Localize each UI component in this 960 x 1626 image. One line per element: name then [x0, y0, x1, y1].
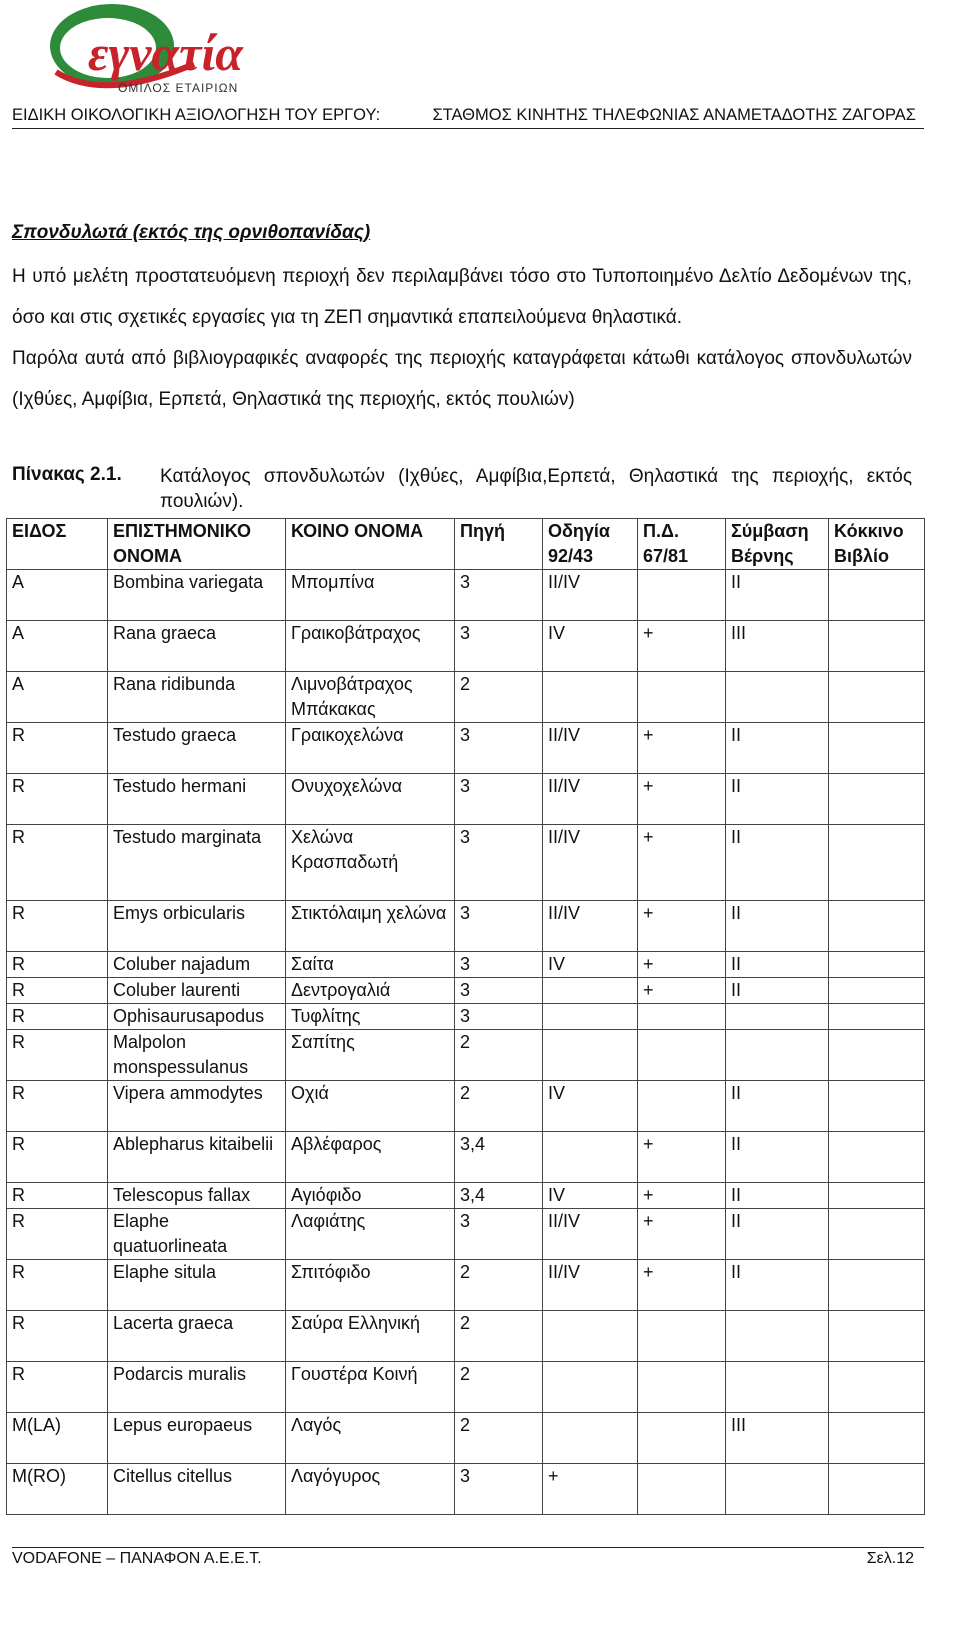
table-cell: Telescopus fallax [108, 1183, 286, 1209]
table-cell: II [726, 570, 829, 621]
table-cell: Lepus europaeus [108, 1413, 286, 1464]
table-cell [543, 1030, 638, 1081]
svg-text:ΟΜΙΛΟΣ ΕΤΑΙΡΙΩΝ: ΟΜΙΛΟΣ ΕΤΑΙΡΙΩΝ [118, 81, 239, 95]
table-cell: A [7, 621, 108, 672]
table-cell: Αγιόφιδο [286, 1183, 455, 1209]
table-cell: Αβλέφαρος [286, 1132, 455, 1183]
table-cell [829, 723, 925, 774]
table-row [7, 621, 925, 672]
table-cell [638, 1362, 726, 1413]
table-cell: Οχιά [286, 1081, 455, 1132]
table-cell: R [7, 1311, 108, 1362]
table-cell [638, 1030, 726, 1081]
table-row [7, 774, 925, 825]
table-cell [543, 672, 638, 723]
table-cell: Ablepharus kitaibelii [108, 1132, 286, 1183]
page-footer [12, 1547, 924, 1570]
table-cell: + [638, 621, 726, 672]
table-cell: Vipera ammodytes [108, 1081, 286, 1132]
table-cell: Στικτόλαιμη χελώνα [286, 901, 455, 952]
table-cell [726, 672, 829, 723]
table-cell: II [726, 1209, 829, 1260]
table-cell: IV [543, 952, 638, 978]
table-header-row [7, 519, 925, 570]
table-cell: Γραικοβάτραχος [286, 621, 455, 672]
table-cell: Malpolon monspessulanus [108, 1030, 286, 1081]
table-cell: 3 [455, 1464, 543, 1515]
table-cell: Bombina variegata [108, 570, 286, 621]
table-cell: Ophisaurusapodus [108, 1004, 286, 1030]
table-cell: + [638, 774, 726, 825]
table-cell: 3 [455, 978, 543, 1004]
table-cell: Rana graeca [108, 621, 286, 672]
table-cell: Σαύρα Ελληνική [286, 1311, 455, 1362]
table-cell: 3 [455, 621, 543, 672]
table-cell [829, 978, 925, 1004]
table-cell [638, 672, 726, 723]
table-cell: 2 [455, 1030, 543, 1081]
table-cell: 2 [455, 1311, 543, 1362]
table-cell: M(LA) [7, 1413, 108, 1464]
table-cell: Σπιτόφιδο [286, 1260, 455, 1311]
table-cell: II [726, 1183, 829, 1209]
table-cell: II [726, 723, 829, 774]
table-cell: Λαγόγυρος [286, 1464, 455, 1515]
table-cell [829, 570, 925, 621]
header-left: ΕΙΔΙΚΗ ΟΙΚΟΛΟΓΙΚΗ ΑΞΙΟΛΟΓΗΣΗ ΤΟΥ ΕΡΓΟΥ: [12, 106, 381, 124]
table-cell: 3,4 [455, 1132, 543, 1183]
table-cell: R [7, 1209, 108, 1260]
table-cell [638, 570, 726, 621]
footer-left: VODAFONE – ΠΑΝΑΦΟΝ Α.Ε.Ε.Τ. [12, 1550, 262, 1567]
table-cell: R [7, 774, 108, 825]
table-cell: R [7, 723, 108, 774]
table-cell [829, 1030, 925, 1081]
table-cell: II/IV [543, 825, 638, 901]
table-cell: 3 [455, 723, 543, 774]
table-cell: R [7, 1132, 108, 1183]
col-header: ΚΟΙΝΟ ΟΝΟΜΑ [286, 519, 455, 570]
table-cell: + [638, 901, 726, 952]
table-cell: R [7, 1183, 108, 1209]
table-cell: Testudo hermani [108, 774, 286, 825]
table-cell: R [7, 1081, 108, 1132]
table-row [7, 952, 925, 978]
table-cell: R [7, 901, 108, 952]
table-row [7, 570, 925, 621]
table-cell [829, 952, 925, 978]
table-cell [829, 1362, 925, 1413]
col-header: Κόκκινο Βιβλίο [829, 519, 925, 570]
table-cell: 2 [455, 1260, 543, 1311]
table-row [7, 1183, 925, 1209]
page-number: Σελ.12 [866, 1550, 914, 1567]
table-cell: 3 [455, 825, 543, 901]
table-cell [726, 1004, 829, 1030]
table-cell [829, 1464, 925, 1515]
table-cell: Γραικοχελώνα [286, 723, 455, 774]
table-cell [829, 1183, 925, 1209]
table-cell [638, 1004, 726, 1030]
table-cell [829, 621, 925, 672]
table-cell [726, 1030, 829, 1081]
table-cell [726, 1311, 829, 1362]
table-cell: 2 [455, 1081, 543, 1132]
table-cell: 3 [455, 901, 543, 952]
table-cell: + [638, 1260, 726, 1311]
table-cell: 3 [455, 774, 543, 825]
table-cell [829, 774, 925, 825]
table-row [7, 1413, 925, 1464]
table-cell: R [7, 1004, 108, 1030]
table-row [7, 672, 925, 723]
table-cell: R [7, 1260, 108, 1311]
table-cell: 2 [455, 672, 543, 723]
table-cell: Lacerta graeca [108, 1311, 286, 1362]
table-cell: II [726, 1132, 829, 1183]
table-cell [543, 1132, 638, 1183]
table-cell: Χελώνα Κρασπαδωτή [286, 825, 455, 901]
table-cell: + [638, 1209, 726, 1260]
table-cell: + [638, 1183, 726, 1209]
table-cell [638, 1081, 726, 1132]
table-cell [829, 1132, 925, 1183]
species-table [6, 518, 925, 1515]
table-cell: Elaphe quatuorlineata [108, 1209, 286, 1260]
table-cell: Podarcis muralis [108, 1362, 286, 1413]
table-cell: + [638, 723, 726, 774]
svg-text:εγνατία: εγνατία [88, 25, 243, 81]
col-header: Πηγή [455, 519, 543, 570]
table-row [7, 1209, 925, 1260]
table-cell: II [726, 952, 829, 978]
table-cell [638, 1413, 726, 1464]
table-cell: II [726, 825, 829, 901]
table-cell: II/IV [543, 1209, 638, 1260]
col-header: Οδηγία 92/43 [543, 519, 638, 570]
table-cell [726, 1464, 829, 1515]
table-caption-label: Πίνακας 2.1. [12, 464, 122, 485]
table-cell: Testudo graeca [108, 723, 286, 774]
table-cell: III [726, 621, 829, 672]
table-cell: Λαγός [286, 1413, 455, 1464]
table-cell: Λιμνοβάτραχος Μπάκακας [286, 672, 455, 723]
table-cell: + [543, 1464, 638, 1515]
table-cell [829, 1311, 925, 1362]
table-cell [543, 1362, 638, 1413]
table-row [7, 1030, 925, 1081]
table-cell: IV [543, 1081, 638, 1132]
body-paragraph [12, 256, 912, 420]
table-cell [638, 1464, 726, 1515]
table-cell [543, 978, 638, 1004]
table-cell [543, 1004, 638, 1030]
col-header: ΕΠΙΣΤΗΜΟΝΙΚΟ ΟΝΟΜΑ [108, 519, 286, 570]
table-cell: Σαπίτης [286, 1030, 455, 1081]
table-cell: II [726, 1260, 829, 1311]
table-cell: Γουστέρα Κοινή [286, 1362, 455, 1413]
table-cell [829, 825, 925, 901]
table-cell: Μπομπίνα [286, 570, 455, 621]
table-row [7, 1464, 925, 1515]
table-cell [829, 1260, 925, 1311]
table-cell: Coluber najadum [108, 952, 286, 978]
table-body [7, 570, 925, 1515]
table-cell: Ονυχοχελώνα [286, 774, 455, 825]
table-cell: Δεντρογαλιά [286, 978, 455, 1004]
table-cell: 3 [455, 1004, 543, 1030]
table-cell: 3,4 [455, 1183, 543, 1209]
table-cell: M(RO) [7, 1464, 108, 1515]
table-cell: Σαίτα [286, 952, 455, 978]
paragraph-1: Η υπό μελέτη προστατευόμενη περιοχή δεν περιλαμβάνει τόσο στο Τυποποιημένο Δελτίο Δεδομένων της, όσο και στις σχετικές εργασίες για τη ΖΕΠ σημαντικά επαπειλούμενα θηλαστικά. [12, 266, 912, 328]
table-cell: + [638, 825, 726, 901]
table-cell [829, 672, 925, 723]
table-cell: R [7, 825, 108, 901]
table-cell: 3 [455, 952, 543, 978]
table-cell: + [638, 952, 726, 978]
table-cell: III [726, 1413, 829, 1464]
table-cell: II/IV [543, 1260, 638, 1311]
table-cell: IV [543, 1183, 638, 1209]
table-row [7, 901, 925, 952]
table-cell [829, 1004, 925, 1030]
table-cell: Τυφλίτης [286, 1004, 455, 1030]
table-cell [829, 901, 925, 952]
table-row [7, 1311, 925, 1362]
table-cell: II/IV [543, 723, 638, 774]
table-cell: R [7, 1362, 108, 1413]
table-cell: II/IV [543, 774, 638, 825]
col-header: ΕΙΔΟΣ [7, 519, 108, 570]
table-cell [638, 1311, 726, 1362]
table-cell: Elaphe situla [108, 1260, 286, 1311]
table-cell: 2 [455, 1362, 543, 1413]
table-cell: II/IV [543, 901, 638, 952]
table-cell: Emys orbicularis [108, 901, 286, 952]
table-cell: II [726, 1081, 829, 1132]
table-cell: Coluber laurenti [108, 978, 286, 1004]
table-row [7, 1260, 925, 1311]
table-cell: II [726, 774, 829, 825]
table-cell: Rana ridibunda [108, 672, 286, 723]
table-cell [829, 1209, 925, 1260]
table-row [7, 1004, 925, 1030]
table-cell: 2 [455, 1413, 543, 1464]
table-cell: Λαφιάτης [286, 1209, 455, 1260]
table-row [7, 1362, 925, 1413]
table-row [7, 1081, 925, 1132]
table-row [7, 723, 925, 774]
table-cell: II [726, 978, 829, 1004]
section-title: Σπονδυλωτά (εκτός της ορνιθοπανίδας) [12, 222, 371, 243]
table-cell [543, 1311, 638, 1362]
table-row [7, 1132, 925, 1183]
paragraph-2: Παρόλα αυτά από βιβλιογραφικές αναφορές της περιοχής καταγράφεται κάτωθι κατάλογος σπονδυλωτών (Ιχθύες, Αμφίβια, Ερπετά, Θηλαστικά της περιοχής, εκτός πουλιών) [12, 348, 912, 410]
table-cell: A [7, 570, 108, 621]
table-caption-text: Κατάλογος σπονδυλωτών (Ιχθύες, Αμφίβια,Ερπετά, Θηλαστικά της περιοχής, εκτός πουλιών). [160, 466, 912, 512]
table-row [7, 978, 925, 1004]
table-cell: + [638, 978, 726, 1004]
table-cell: Testudo marginata [108, 825, 286, 901]
table-cell [829, 1081, 925, 1132]
table-cell [543, 1413, 638, 1464]
table-cell: R [7, 1030, 108, 1081]
table-cell [726, 1362, 829, 1413]
header-right: ΣΤΑΘΜΟΣ ΚΙΝΗΤΗΣ ΤΗΛΕΦΩΝΙΑΣ ΑΝΑΜΕΤΑΔΟΤΗΣ ΖΑΓΟΡΑΣ [432, 106, 916, 124]
table-row [7, 825, 925, 901]
table-cell: 3 [455, 1209, 543, 1260]
table-cell: 3 [455, 570, 543, 621]
table-cell: R [7, 978, 108, 1004]
company-logo [44, 2, 272, 100]
table-cell: R [7, 952, 108, 978]
table-cell: II [726, 901, 829, 952]
table-cell: Citellus citellus [108, 1464, 286, 1515]
table-cell: II/IV [543, 570, 638, 621]
table-cell: + [638, 1132, 726, 1183]
col-header: Σύμβαση Βέρνης [726, 519, 829, 570]
page-header [12, 104, 924, 129]
table-cell: A [7, 672, 108, 723]
col-header: Π.Δ. 67/81 [638, 519, 726, 570]
table-cell: IV [543, 621, 638, 672]
table-cell [829, 1413, 925, 1464]
